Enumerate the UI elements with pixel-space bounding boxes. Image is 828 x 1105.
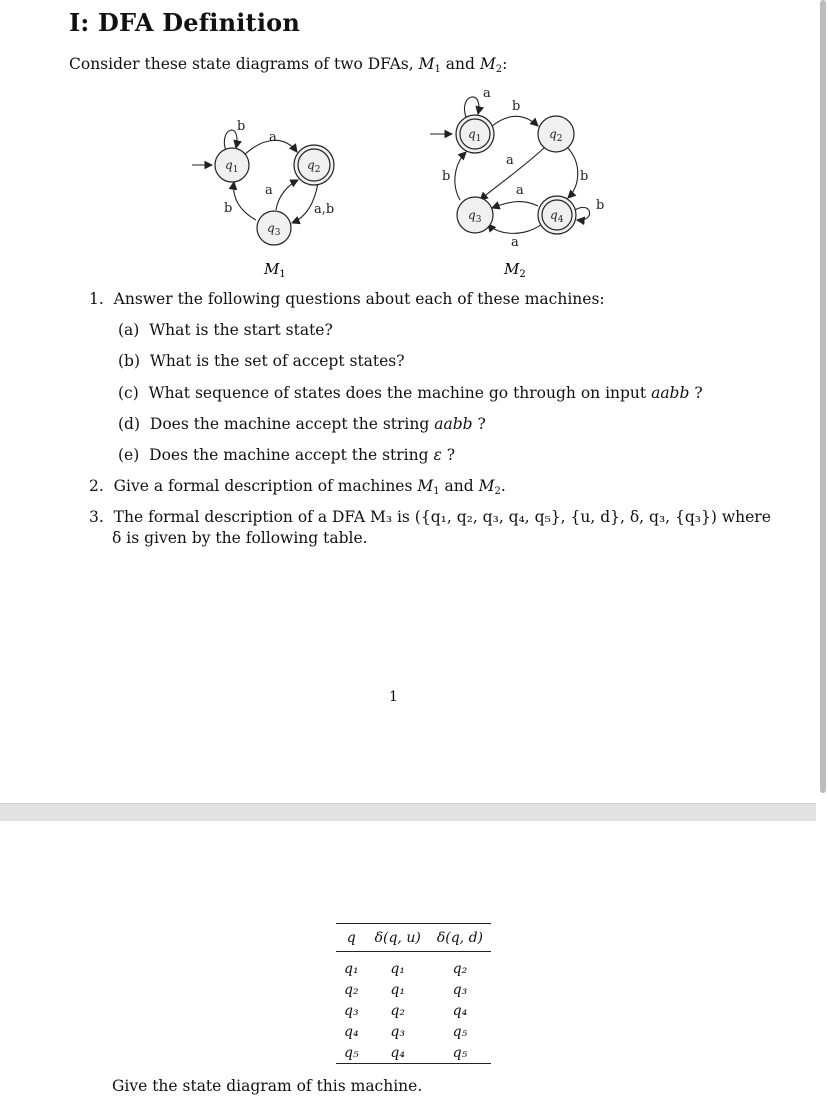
m2-edge-q1-q2 (492, 116, 538, 126)
m2-edge-q4-q3-bottom (488, 224, 542, 233)
table-header: δ(q, u) (367, 924, 429, 952)
question-1c: (c) What sequence of states does the machine go through on input aabb ? (118, 384, 703, 402)
table-cell: q₁ (344, 960, 359, 977)
question-3-line2: δ is given by the following table. (112, 529, 368, 547)
m2-label-q2-q4: b (580, 169, 589, 184)
m1-edge-q3-q1 (234, 182, 256, 220)
table-row (336, 979, 491, 1000)
table-cell: q₄ (390, 1044, 405, 1061)
m2-state-q2 (538, 116, 574, 152)
table-cell: q₅ (452, 1023, 468, 1040)
table-cell: q₅ (452, 1044, 468, 1061)
table-cell: q₃ (344, 1002, 359, 1019)
table-cell: q₂ (344, 981, 359, 998)
m2-loop-q1 (464, 97, 478, 117)
question-2: 2. Give a formal description of machines $M_1$ and $M_2$. (89, 477, 506, 497)
svg-text:q2: $q_2$ (549, 127, 563, 144)
svg-text:q4: $q_4$ (550, 208, 564, 225)
m2-caption: $M_2$ (504, 260, 526, 280)
m2-state-q1-accept (456, 115, 494, 153)
m1-label-q3-q1: b (224, 201, 233, 216)
svg-text:q3: $q_3$ (267, 221, 281, 238)
m1-state-q1 (215, 148, 249, 182)
transition-table (336, 923, 491, 1064)
question-3: 3. The formal description of a DFA M₃ is ({q₁, q₂, q₃, q₄, q₅}, {u, d}, δ, q₃, {q₃}) where (89, 508, 771, 526)
page-number: 1 (389, 689, 398, 705)
m2-label-loop-q1: a (483, 86, 491, 101)
m2-label-q3-q1: b (442, 169, 451, 184)
table-header: q (336, 924, 367, 952)
m2-label-q2-q3: a (506, 153, 514, 168)
table-cell: q₂ (452, 960, 468, 977)
dfa-m1-diagram (180, 108, 380, 288)
table-header: δ(q, d) (429, 924, 491, 952)
m2-label-q4-q3-bottom: a (511, 235, 519, 250)
m2-edge-q4-q3-mid (492, 202, 538, 208)
m2-edge-q2-q4 (568, 148, 578, 198)
table-cell: q₃ (390, 1023, 405, 1040)
svg-text:q2: $q_2$ (307, 158, 321, 175)
m1-edge-q3-q2 (276, 180, 298, 210)
m1-state-q3 (257, 211, 291, 245)
m1-label-q2-q3: a,b (314, 202, 335, 217)
page-title: I: DFA Definition (69, 8, 301, 37)
closing-instruction: Give the state diagram of this machine. (112, 1077, 423, 1095)
table-cell: q₄ (452, 1002, 468, 1019)
m1-label-q1-q2: a (269, 130, 277, 145)
m2-state-q4-accept (538, 196, 576, 234)
table-row (336, 952, 491, 980)
table-cell: q₁ (390, 960, 405, 977)
table-row (336, 1042, 491, 1064)
table-row (336, 1000, 491, 1021)
m2-loop-q4 (575, 207, 590, 220)
dfa-m2-diagram (420, 82, 620, 282)
question-1a: (a) What is the start state? (118, 321, 333, 339)
m1-caption: $M_1$ (264, 260, 286, 280)
m1-label-loop-q1: b (237, 119, 246, 134)
table-cell: q₄ (344, 1023, 359, 1040)
scrollbar[interactable] (820, 0, 826, 793)
question-1b: (b) What is the set of accept states? (118, 352, 405, 370)
m2-edge-q3-q1 (455, 152, 466, 200)
m2-label-loop-q4: b (596, 198, 605, 213)
svg-text:q1: $q_1$ (468, 127, 482, 144)
table-cell: q₅ (344, 1044, 359, 1061)
page-gap (0, 803, 816, 822)
intro-text: Consider these state diagrams of two DFAs, $M_1$ and $M_2$: (69, 55, 508, 75)
m2-state-q3 (457, 197, 493, 233)
m2-label-q1-q2: b (512, 99, 521, 114)
question-1e: (e) Does the machine accept the string ε ? (118, 446, 456, 464)
m2-label-q4-q3-mid: a (516, 183, 524, 198)
svg-text:q1: $q_1$ (225, 158, 239, 175)
table-cell: q₃ (452, 981, 468, 998)
table-cell: q₁ (390, 981, 405, 998)
question-1: 1. Answer the following questions about each of these machines: (89, 290, 605, 308)
svg-text:q3: $q_3$ (468, 208, 482, 225)
question-1d: (d) Does the machine accept the string aabb ? (118, 415, 486, 433)
m1-state-q2-accept (294, 145, 334, 185)
table-cell: q₂ (390, 1002, 405, 1019)
m1-label-q3-q2: a (265, 183, 273, 198)
table-header-row (336, 924, 491, 952)
table-row (336, 1021, 491, 1042)
